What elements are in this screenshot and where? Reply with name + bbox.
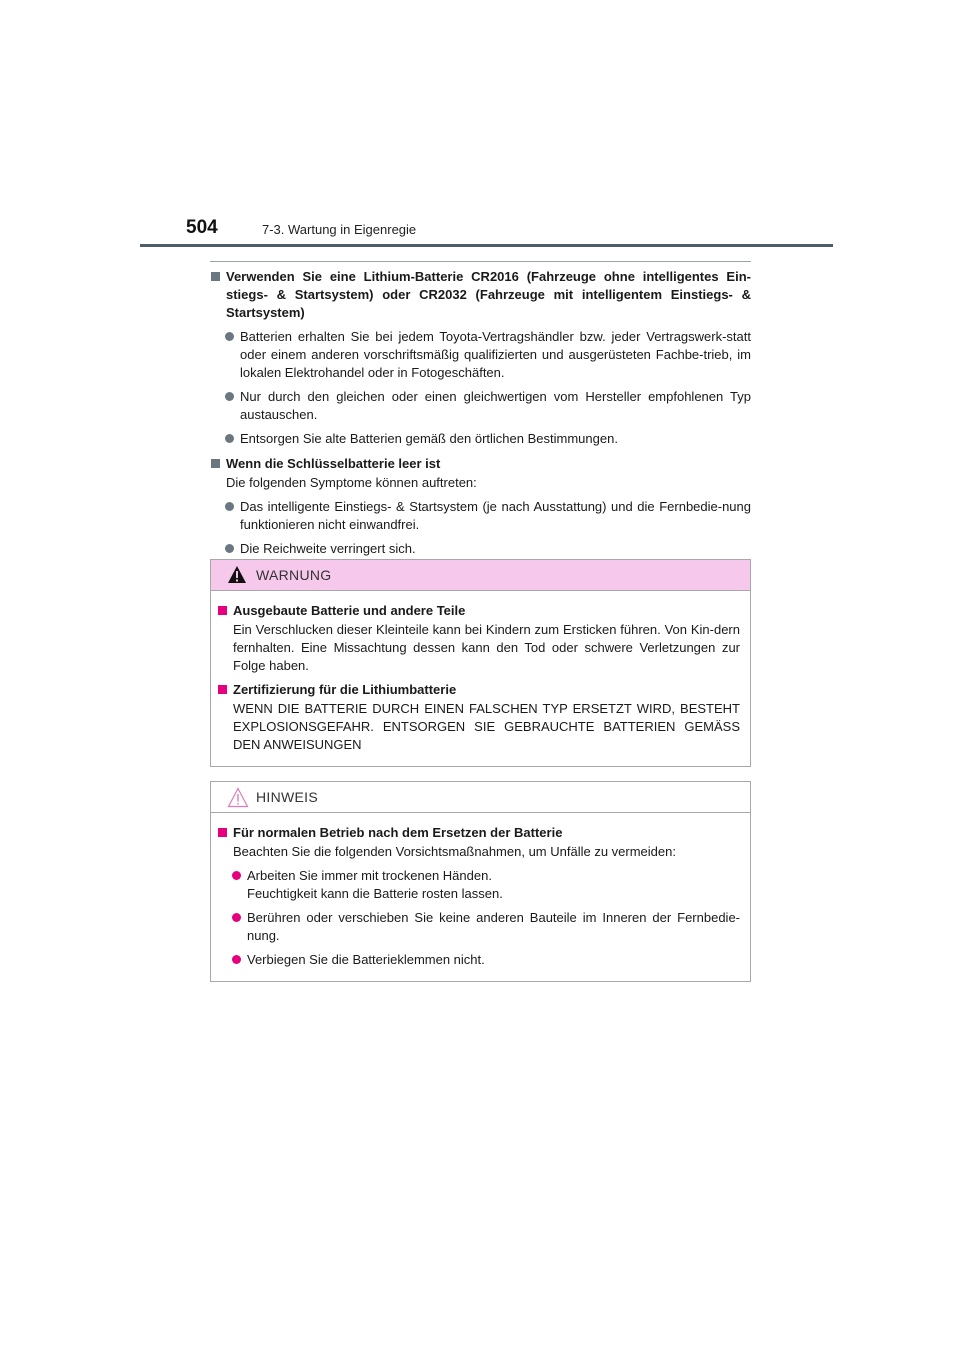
note-label: HINWEIS <box>256 789 318 805</box>
list-item: Entsorgen Sie alte Batterien gemäß den örtlichen Bestimmungen. <box>210 430 751 448</box>
circle-bullet-icon <box>232 955 241 964</box>
square-bullet-icon <box>211 272 220 281</box>
note-header <box>211 782 750 813</box>
circle-bullet-icon <box>225 392 234 401</box>
section-title-battery-type: Verwenden Sie eine Lithium-Batterie CR2016 (Fahrzeuge ohne intelligentes Ein-stiegs- & Startsystem) oder CR2032 (Fahrzeuge mit intelligentem Einstiegs- & Startsystem) <box>210 268 751 322</box>
warning-label: WARNUNG <box>256 567 332 583</box>
note-box <box>210 781 751 982</box>
circle-bullet-icon <box>225 434 234 443</box>
note-intro: Beachten Sie die folgenden Vorsichtsmaßnahmen, um Unfälle zu vermeiden: <box>233 844 676 859</box>
warning-header <box>211 560 750 591</box>
warning-body <box>211 591 750 766</box>
warning-item-text: Ein Verschlucken dieser Kleinteile kann bei Kindern zum Ersticken führen. Von Kin-dern fernhalten. Eine Missachtung dessen kann den Tod oder schwere Verletzungen zur Folge haben. <box>233 622 740 673</box>
list-item: Batterien erhalten Sie bei jedem Toyota-Vertragshändler bzw. jeder Vertragswerk-statt oder einem anderen vorschriftsmäßig qualifizierten und ausgerüsteten Fachbe-trieb, im lokalen Elektrohandel oder in Fotogeschäften. <box>210 328 751 382</box>
list-item: Berühren oder verschieben Sie keine anderen Bauteile im Inneren der Fernbedie-nung. <box>217 909 740 945</box>
square-bullet-icon <box>218 828 227 837</box>
page-header <box>0 0 960 250</box>
square-bullet-icon <box>218 606 227 615</box>
warning-item-title: Zertifizierung für die Lithiumbatterie <box>217 681 740 699</box>
list-item: Arbeiten Sie immer mit trockenen Händen. Feuchtigkeit kann die Batterie rosten lassen. <box>217 867 740 903</box>
warning-item-text: WENN DIE BATTERIE DURCH EINEN FALSCHEN TYP ERSETZT WIRD, BESTEHT EXPLOSIONSGEFAHR. ENTSORGEN SIE GEBRAUCHTE BATTERIEN GEMÄSS DEN ANWEISUNGEN <box>233 701 740 752</box>
list-item: Das intelligente Einstiegs- & Startsystem (je nach Ausstattung) und die Fernbedie-nung funktionieren nicht einwandfrei. <box>210 498 751 534</box>
section-title-battery-empty: Wenn die Schlüsselbatterie leer ist <box>210 455 751 473</box>
circle-bullet-icon <box>232 913 241 922</box>
warning-box <box>210 559 751 767</box>
main-content <box>210 268 751 558</box>
circle-bullet-icon <box>225 502 234 511</box>
chapter-title: 7-3. Wartung in Eigenregie <box>262 222 417 237</box>
circle-bullet-icon <box>225 544 234 553</box>
circle-bullet-icon <box>232 871 241 880</box>
header-rule <box>140 244 833 247</box>
list-item: Nur durch den gleichen oder einen gleichwertigen vom Hersteller empfohlenen Typ austauschen. <box>210 388 751 424</box>
note-title: Für normalen Betrieb nach dem Ersetzen der Batterie <box>217 824 740 842</box>
warning-item-title: Ausgebaute Batterie und andere Teile <box>217 602 740 620</box>
note-body <box>211 813 750 981</box>
section-intro: Die folgenden Symptome können auftreten: <box>226 475 477 490</box>
caution-triangle-icon <box>227 787 249 808</box>
square-bullet-icon <box>211 459 220 468</box>
list-item: Die Reichweite verringert sich. <box>210 540 751 558</box>
warning-triangle-icon <box>227 565 247 584</box>
page-number: 504 <box>186 217 218 238</box>
square-bullet-icon <box>218 685 227 694</box>
circle-bullet-icon <box>225 332 234 341</box>
list-item: Verbiegen Sie die Batterieklemmen nicht. <box>217 951 740 969</box>
section-rule <box>210 261 751 262</box>
